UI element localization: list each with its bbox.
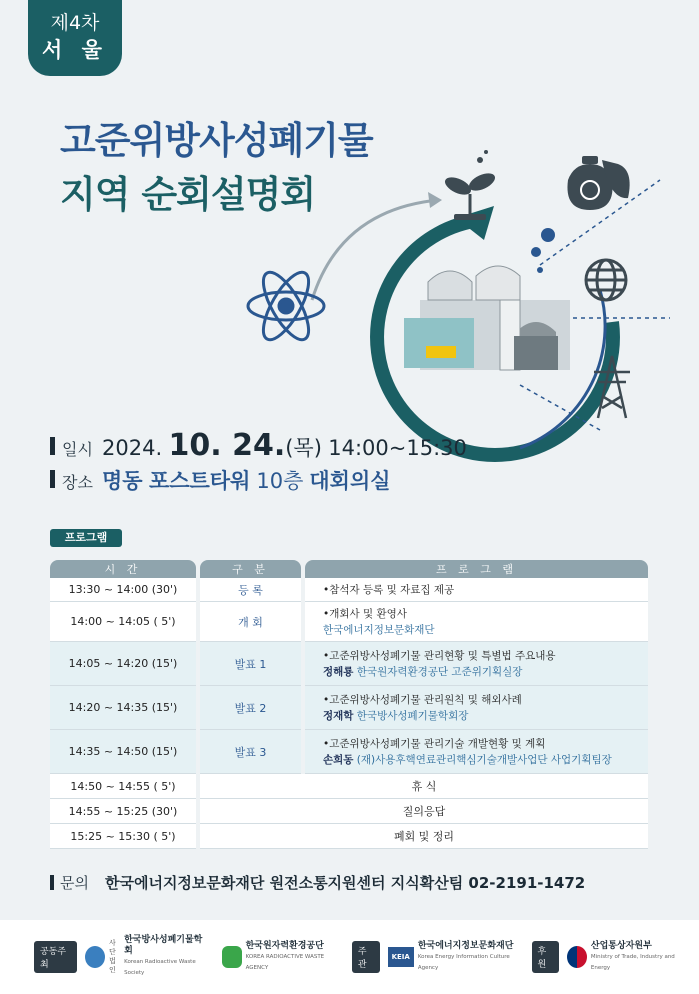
org4-ko: 산업통상자원부 — [590, 940, 652, 951]
speaker-name: 정해룡 — [323, 665, 354, 678]
row-speaker — [323, 664, 648, 680]
row-time: 13:30 ~ 14:00 (30') — [50, 578, 196, 602]
header-time: 시 간 — [50, 560, 196, 578]
date-row — [50, 428, 467, 463]
table-row — [50, 578, 648, 602]
org-keia — [388, 941, 518, 974]
row-time: 14:35 ~ 14:50 (15') — [50, 730, 196, 774]
org1-name — [124, 935, 208, 979]
row-speaker — [323, 708, 648, 724]
atom-icon — [248, 266, 324, 346]
row-title: •고준위방사성폐기물 관리기술 개발현황 및 계획 — [323, 737, 546, 750]
speaker-name: 정재학 — [323, 709, 354, 722]
keia-logo-icon: KEIA — [388, 947, 414, 967]
place-room: 대회의실 — [309, 469, 391, 493]
row-time: 15:25 ~ 15:30 ( 5') — [50, 824, 196, 849]
date-year: 2024. — [102, 436, 163, 460]
table-row — [50, 642, 648, 686]
org-krws — [85, 935, 208, 979]
header-category: 구 분 — [200, 560, 301, 578]
speaker-org: (재)사용후핵연료관리핵심기술개발사업단 사업기획팀장 — [356, 753, 612, 766]
row-description: 질의응답 — [200, 799, 648, 824]
place-building: 포스트타워 — [148, 469, 251, 493]
table-header — [50, 560, 648, 578]
speaker-org: 한국방사성폐기물학회장 — [356, 709, 469, 722]
program-tag: 프로그램 — [50, 529, 122, 547]
org1-prefix-2: 법인 — [109, 957, 116, 974]
org-motie — [567, 941, 685, 974]
date-weekday: (목) — [285, 436, 322, 460]
row-time: 14:55 ~ 15:25 (30') — [50, 799, 196, 824]
date-month-day: 10. 24. — [168, 428, 286, 463]
date-label: 일시 — [62, 440, 93, 459]
row-description — [305, 642, 648, 686]
org-korad — [222, 941, 338, 974]
org4-en: Ministry of Trade, Industry and Energy — [590, 953, 675, 971]
org2-en: KOREA RADIOACTIVE WASTE AGENCY — [245, 953, 325, 971]
sponsor-tag: 후원 — [532, 941, 560, 973]
badge-round: 제4차 — [50, 12, 100, 34]
org2-ko: 한국원자력환경공단 — [245, 940, 324, 951]
row-time: 14:05 ~ 14:20 (15') — [50, 642, 196, 686]
page-title — [60, 114, 500, 222]
row-category: 발표 1 — [200, 642, 301, 686]
place-floor: 10층 — [256, 469, 304, 493]
program-table — [50, 560, 648, 849]
row-title: •개회사 및 환영사 — [323, 607, 407, 620]
row-time: 14:50 ~ 14:55 ( 5') — [50, 774, 196, 799]
row-description: 폐회 및 정리 — [200, 824, 648, 849]
place-row — [50, 465, 391, 495]
row-description: •참석자 등록 및 자료집 제공 — [305, 578, 648, 602]
org2-name — [246, 941, 338, 974]
bullet-bar — [50, 875, 54, 890]
cohost-tag: 공동주최 — [34, 941, 77, 973]
org3-ko: 한국에너지정보문화재단 — [417, 940, 514, 951]
bullet-bar — [50, 470, 55, 488]
title-line-2: 지역 순회설명회 — [60, 173, 316, 216]
speaker-name: 손희동 — [323, 753, 354, 766]
contact-row — [50, 872, 585, 893]
row-description — [305, 602, 648, 642]
row-category: 발표 2 — [200, 686, 301, 730]
table-row — [50, 799, 648, 824]
korad-logo-icon — [222, 946, 242, 968]
table-row — [50, 774, 648, 799]
header-program: 프 로 그 램 — [305, 560, 648, 578]
table-row — [50, 686, 648, 730]
contact-label: 문의 — [60, 874, 89, 892]
nuclear-plant-icon — [404, 266, 570, 370]
globe-icon — [586, 260, 626, 300]
row-title: •고준위방사성폐기물 관리현황 및 특별법 주요내용 — [323, 649, 556, 662]
org4-name — [591, 941, 685, 974]
row-description — [305, 730, 648, 774]
badge-city: 서 울 — [42, 38, 108, 62]
row-time: 14:00 ~ 14:05 ( 5') — [50, 602, 196, 642]
table-row — [50, 602, 648, 642]
row-description — [305, 686, 648, 730]
date-time: 14:00~15:30 — [328, 436, 467, 460]
org1-prefix-1: 사단 — [109, 939, 116, 956]
row-subtitle: 한국에너지정보문화재단 — [323, 623, 435, 636]
money-bag-icon — [567, 156, 629, 210]
row-time: 14:20 ~ 14:35 (15') — [50, 686, 196, 730]
krws-logo-icon — [85, 946, 105, 968]
place-area: 명동 — [102, 469, 143, 493]
row-category: 발표 3 — [200, 730, 301, 774]
table-row — [50, 730, 648, 774]
bullet-bar — [50, 437, 55, 455]
org3-name — [418, 941, 518, 974]
table-row — [50, 824, 648, 849]
footer-organizers — [0, 920, 699, 994]
row-title: •고준위방사성폐기물 관리원칙 및 해외사례 — [323, 693, 522, 706]
place-label: 장소 — [62, 473, 93, 492]
taeguk-logo-icon — [567, 946, 587, 968]
speaker-org: 한국원자력환경공단 고준위기획실장 — [356, 665, 523, 678]
row-category: 개 회 — [200, 602, 301, 642]
org1-prefix — [109, 939, 121, 975]
title-line-1: 고준위방사성폐기물 — [60, 119, 373, 162]
org3-en: Korea Energy Information Culture Agency — [417, 953, 510, 971]
organizer-tag: 주관 — [352, 941, 380, 973]
org1-ko: 한국방사성폐기물학회 — [124, 935, 203, 956]
row-speaker — [323, 752, 648, 768]
contact-value: 한국에너지정보문화재단 원전소통지원센터 지식확산팀 02-2191-1472 — [104, 874, 586, 892]
row-category: 등 록 — [200, 578, 301, 602]
row-description: 휴 식 — [200, 774, 648, 799]
org1-en: Korean Radioactive Waste Society — [124, 959, 196, 976]
